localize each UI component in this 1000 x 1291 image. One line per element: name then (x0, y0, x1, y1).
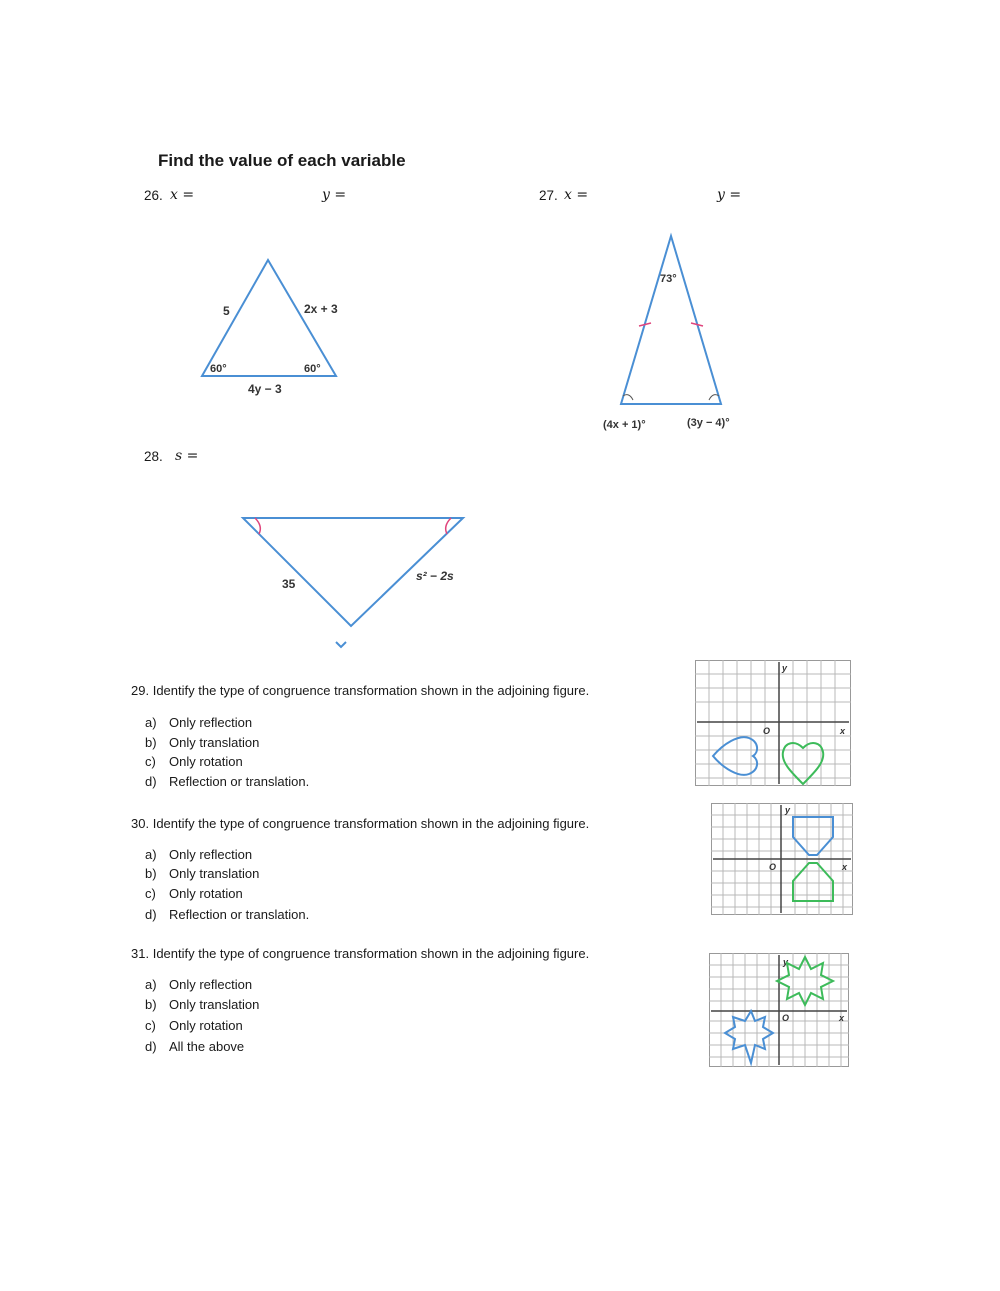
triangle-27-angle-left: (4x + 1)° (603, 419, 646, 431)
triangle-27-arc-right (709, 395, 719, 400)
option-letter: a) (145, 847, 157, 862)
question-29-option-c[interactable] (145, 754, 243, 769)
question-31-option-c[interactable] (145, 1018, 243, 1033)
triangle-27-angle-right: (3y − 4)° (687, 417, 730, 429)
option-text: Only rotation (169, 754, 243, 769)
option-letter: c) (145, 754, 156, 769)
option-letter: b) (145, 866, 157, 881)
triangle-26-angle-right: 60° (304, 363, 321, 375)
grid-31-y-label: y (783, 957, 789, 967)
triangle-28-side-right: s² − 2s (416, 569, 454, 583)
option-letter: b) (145, 997, 157, 1012)
problem-26-x-label: x = (170, 187, 195, 203)
problem-26-number: 26. (144, 188, 163, 203)
option-letter: d) (145, 1039, 157, 1054)
option-letter: c) (145, 1018, 156, 1033)
grid-29-origin-label: O (763, 726, 771, 736)
option-text: All the above (169, 1039, 245, 1054)
triangle-28-bottom-mark (336, 642, 346, 647)
triangle-26-angle-left: 60° (210, 363, 227, 375)
question-30-option-b[interactable] (145, 866, 259, 881)
grid-30-x-label: x (842, 862, 848, 872)
triangle-26-shape (202, 260, 336, 376)
problem-27-number: 27. (539, 188, 558, 203)
option-text: Only translation (169, 735, 260, 750)
triangle-26-figure (190, 250, 350, 400)
question-30 (131, 816, 589, 831)
question-30-number: 30. (131, 816, 150, 831)
grid-31-figure (709, 953, 849, 1067)
option-text: Only rotation (169, 1018, 243, 1033)
question-29-option-a[interactable] (145, 715, 252, 730)
question-30-option-d[interactable] (145, 907, 309, 922)
question-30-text: Identify the type of congruence transformation shown in the adjoining figure. (152, 816, 590, 831)
grid-30-origin-label: O (769, 862, 777, 872)
problem-28-s-label: s = (175, 448, 199, 464)
triangle-28-figure (235, 508, 475, 653)
question-29-option-b[interactable] (145, 735, 259, 750)
option-letter: d) (145, 774, 157, 789)
option-letter: a) (145, 715, 157, 730)
option-text: Only translation (169, 997, 260, 1012)
grid-29-x-label: x (840, 726, 846, 736)
question-31-text: Identify the type of congruence transformation shown in the adjoining figure. (152, 946, 590, 961)
triangle-26-side-right: 2x + 3 (304, 302, 338, 316)
question-31-option-b[interactable] (145, 997, 259, 1012)
question-31-number: 31. (131, 946, 150, 961)
question-31-option-d[interactable] (145, 1039, 244, 1054)
question-29-text: Identify the type of congruence transformation shown in the adjoining figure. (152, 683, 590, 698)
question-31-option-a[interactable] (145, 977, 252, 992)
triangle-27-figure (595, 230, 755, 440)
problem-27-y-label: y = (717, 187, 742, 203)
option-text: Only reflection (169, 847, 253, 862)
question-29-number: 29. (131, 683, 150, 698)
grid-29-y-label: y (782, 663, 788, 673)
grid-30-y-label: y (785, 805, 791, 815)
question-30-option-a[interactable] (145, 847, 252, 862)
question-31 (131, 946, 589, 961)
option-text: Only reflection (169, 715, 253, 730)
triangle-27-shape (621, 236, 721, 404)
problem-27-x-label: x = (564, 187, 589, 203)
grid-30-figure (711, 803, 853, 915)
option-text: Only translation (169, 866, 260, 881)
triangle-27-arc-left (623, 395, 633, 400)
grid-29-figure (695, 660, 851, 786)
problem-26-y-label: y = (322, 187, 347, 203)
triangle-27-apex-angle: 73° (660, 273, 677, 285)
grid-29-border (696, 661, 851, 786)
option-text: Reflection or translation. (169, 907, 310, 922)
option-letter: a) (145, 977, 157, 992)
option-text: Only rotation (169, 886, 243, 901)
triangle-26-side-left: 5 (223, 304, 230, 318)
option-letter: b) (145, 735, 157, 750)
option-letter: c) (145, 886, 156, 901)
page-heading: Find the value of each variable (158, 151, 406, 170)
triangle-26-base: 4y − 3 (248, 382, 282, 396)
problem-28-number: 28. (144, 449, 163, 464)
grid-31-origin-label: O (782, 1013, 790, 1023)
option-text: Reflection or translation. (169, 774, 310, 789)
option-text: Only reflection (169, 977, 253, 992)
question-30-option-c[interactable] (145, 886, 243, 901)
triangle-28-side-left: 35 (282, 577, 296, 591)
question-29-option-d[interactable] (145, 774, 309, 789)
option-letter: d) (145, 907, 157, 922)
question-29 (131, 683, 589, 698)
grid-31-x-label: x (839, 1013, 845, 1023)
